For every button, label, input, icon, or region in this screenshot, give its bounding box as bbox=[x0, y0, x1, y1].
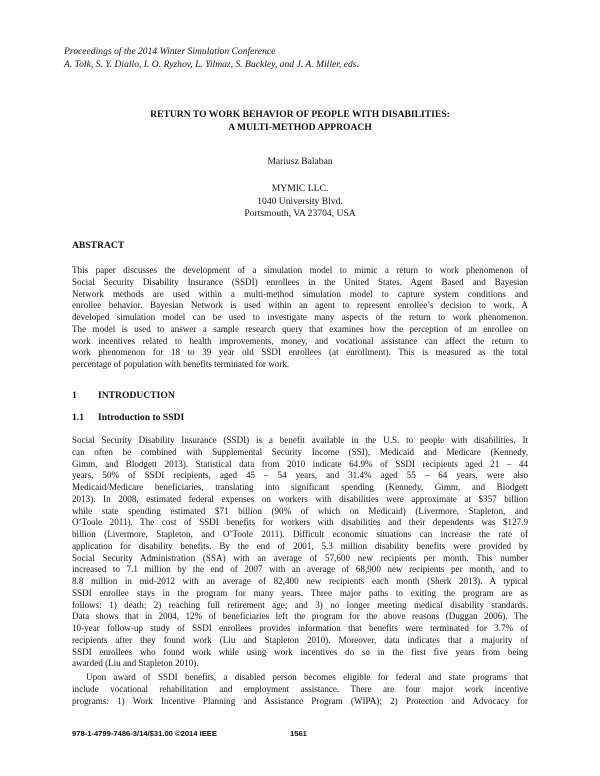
text-line: Social Security Disability Insurance (SSDI) is a benefit available in the U.S. to people with disabilities. It bbox=[72, 435, 528, 445]
abstract-heading: ABSTRACT bbox=[72, 240, 125, 251]
proceedings-editors: A. Tolk, S. Y. Diallo, I. O. Ryzhov, L. Yilmaz, S. Buckley, and J. A. Miller, eds. bbox=[64, 58, 359, 70]
text-line: Upon award of SSDI benefits, a disabled person becomes eligible for federal and state programs that bbox=[86, 672, 528, 682]
text-line: SSDI enrollees who found work while using work incentives do so in the first five years from being bbox=[72, 646, 528, 657]
subsection-1-1-number: 1.1 bbox=[72, 412, 84, 423]
text-line: include vocational rehabilitation and employment assistance. There are four major work incentive bbox=[72, 683, 528, 694]
footer-isbn: 978-1-4799-7486-3/14/$31.00 ©2014 IEEE bbox=[72, 729, 217, 738]
text-line: while state spending estimated $71 billion (90% of which on Medicaid) (Livermore, Stapleton, and bbox=[72, 505, 528, 516]
text-line: 2013). In 2008, estimated federal expenses on workers with disabilities were approximate at $357 billion bbox=[72, 493, 528, 504]
text-line: application for disability benefits. By the end of 2001, 5.3 million disability benefits were provided by bbox=[72, 540, 528, 551]
text-line: percentage of population with benefits terminated for work. bbox=[72, 359, 290, 369]
subsection-1-1-title: Introduction to SSDI bbox=[98, 412, 185, 423]
text-line: 10-year follow-up study of SSDI enrollees provides information that benefits were terminated for 3.7% of bbox=[72, 623, 528, 633]
paper-title bbox=[64, 109, 536, 135]
subsection-1-1-heading bbox=[72, 412, 184, 423]
author-affiliation bbox=[64, 183, 536, 221]
text-line: developed simulation model can be used to investigate many aspects of the return to work phenomenon. bbox=[72, 312, 528, 322]
section-1-title: INTRODUCTION bbox=[98, 390, 175, 401]
text-line: awarded (Liu and Stapleton 2010). bbox=[72, 658, 199, 669]
body-paragraph-1 bbox=[72, 435, 528, 670]
text-line: recipients after they found work (Liu and Stapleton 2010). Moreover, data indicates that a majority of bbox=[72, 634, 528, 645]
text-line: The model is used to answer a sample research query that examines how the perception of an enrollee on bbox=[72, 323, 528, 334]
text-line: Data shows that in 2004, 12% of beneficiaries left the program for the above reasons (Duggan 2006). The bbox=[72, 611, 528, 622]
text-line: enrollee behavior. Bayesian Network is used within an agent to represent enrollee’s decision to work. A bbox=[72, 300, 528, 311]
text-line: billion (Livermore, Stapleton, and O’Toole 2011). Difficult economic situations can increase the rate of bbox=[72, 529, 528, 539]
text-line: SSDI enrollee stays in the program for many years. Three major paths to exiting the program are as bbox=[72, 587, 528, 598]
paper-title-line-1: RETURN TO WORK BEHAVIOR OF PEOPLE WITH DISABILITIES: bbox=[150, 109, 450, 120]
footer-page-number: 1561 bbox=[290, 729, 307, 738]
proceedings-title: Proceedings of the 2014 Winter Simulation Conference bbox=[64, 46, 276, 57]
text-line: can often be combined with Supplemental Security Income (SSI), Medicaid and Medicare (Kennedy, bbox=[72, 446, 528, 457]
text-line: work phenomenon for 18 to 39 year old SSDI enrollees (at enrollment). This is measured as the total bbox=[72, 347, 528, 358]
text-line: Network methods are used within a multi-method simulation model to capture system conditions and bbox=[72, 288, 528, 299]
text-line: Gimm, and Blodgett 2013). Statistical data from 2010 indicate 64.9% of SSDI recipients aged 21 – 44 bbox=[72, 458, 528, 469]
text-line: 8.8 million in mid-2012 with an average of 82,400 new recipients each month (Sherk 2013). A typical bbox=[72, 576, 528, 586]
abstract-body bbox=[72, 265, 528, 371]
author-name: Mariusz Balaban bbox=[267, 156, 333, 167]
text-line: programs: 1) Work Incentive Planning and Assistance Program (WIPA); 2) Protection and Advocacy for bbox=[72, 695, 528, 706]
text-line: Medicaid/Medicare beneficiaries, translating into significant spending (Kennedy, Gimm, and Blodgett bbox=[72, 482, 528, 492]
text-line: follows: 1) death; 2) reaching full retirement age; and 3) no longer meeting medical disability standards. bbox=[72, 599, 528, 610]
text-line: O’Toole 2011). The cost of SSDI benefits for workers with disabilities and their dependents was $127.9 bbox=[72, 517, 528, 528]
affiliation-org: MYMIC LLC. bbox=[271, 183, 329, 194]
affiliation-street: 1040 University Blvd. bbox=[257, 195, 343, 207]
section-1-heading bbox=[72, 390, 175, 401]
text-line: work incentives related to health improvements, money, and vocational assistance can affect the return to bbox=[72, 335, 528, 346]
text-line: increased to 7.1 million by the end of 2007 with an average of 68,900 new recipients per month, and to bbox=[72, 564, 528, 575]
text-line: Social Security Disability Insurance (SSDI) enrollees in the United States. Agent Based and Bayesian bbox=[72, 276, 528, 287]
text-line: Social Security Administration (SSA) with an average of 57,600 new recipients per month. This number bbox=[72, 552, 528, 563]
text-line: This paper discusses the development of a simulation model to mimic a return to work phenomenon of bbox=[72, 265, 528, 275]
proceedings-header bbox=[64, 46, 544, 71]
affiliation-city: Portsmouth, VA 23704, USA bbox=[244, 208, 356, 220]
paper-title-line-2: A MULTI-METHOD APPROACH bbox=[228, 121, 372, 133]
text-line: years, 50% of SSDI recipients, aged 45 – 54 years, and 31.4% aged 55 – 64 years, were also bbox=[72, 470, 528, 481]
body-paragraph-2 bbox=[72, 672, 528, 707]
section-1-number: 1 bbox=[72, 390, 77, 401]
